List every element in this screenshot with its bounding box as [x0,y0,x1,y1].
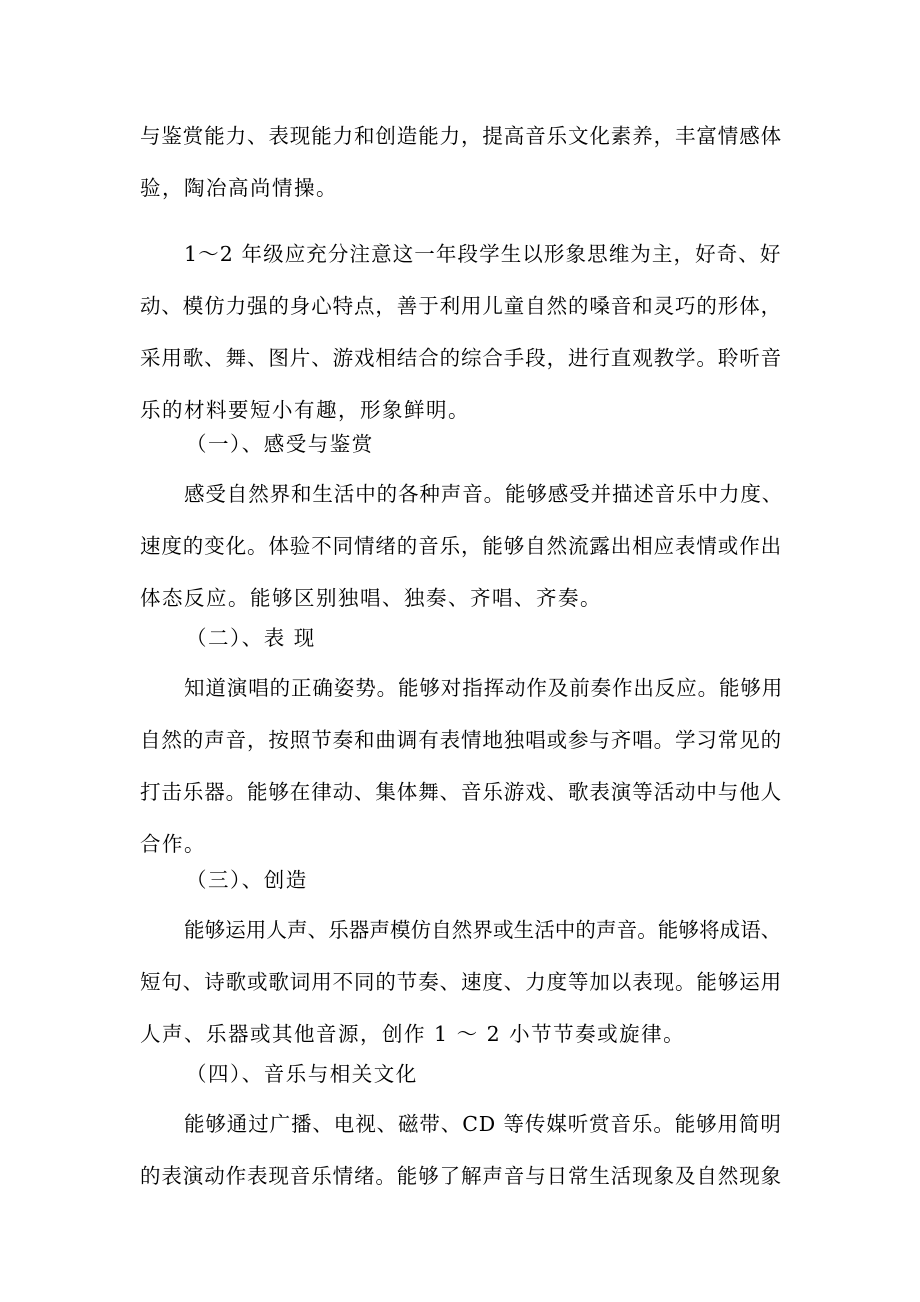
paragraph-feel-appreciate [140,468,784,624]
paragraph-line: 动、模仿力强的身心特点，善于利用儿童自然的嗓音和灵巧的形体， [140,294,782,318]
paragraph-intro [140,110,780,214]
paragraph-line: 知道演唱的正确姿势。能够对指挥动作及前奏作出反应。能够用 [184,676,784,700]
paragraph-creation [140,904,780,1060]
paragraph-line: 感受自然界和生活中的各种声音。能够感受并描述音乐中力度、 [184,482,784,506]
section-heading-3: （三）、创造 [186,868,308,892]
paragraph-line: 验，陶冶高尚情操。 [140,176,338,200]
paragraph-line: 能够通过广播、电视、磁带、CD 等传媒听赏音乐。能够用简明 [184,1112,782,1136]
paragraph-line: 与鉴赏能力、表现能力和创造能力，提高音乐文化素养，丰富情感体 [140,124,782,148]
paragraph-line: 乐的材料要短小有趣，形象鲜明。 [140,398,470,422]
section-heading-1: （一）、感受与鉴赏 [186,432,374,456]
paragraph-music-culture [140,1098,780,1202]
paragraph-line: 1～2 年级应充分注意这一年段学生以形象思维为主，好奇、好 [184,242,782,266]
paragraph-line: 短句、诗歌或歌词用不同的节奏、速度、力度等加以表现。能够运用 [140,970,782,994]
paragraph-grade-1-2 [140,228,780,436]
paragraph-performance [140,662,784,870]
paragraph-line: 合作。 [140,832,206,856]
paragraph-line: 体态反应。能够区别独唱、独奏、齐唱、齐奏。 [140,586,602,610]
paragraph-line: 速度的变化。体验不同情绪的音乐，能够自然流露出相应表情或作出 [140,534,782,558]
section-heading-2: （二）、表 现 [186,626,316,650]
paragraph-line: 采用歌、舞、图片、游戏相结合的综合手段，进行直观教学。聆听音 [140,346,782,370]
paragraph-line: 能够运用人声、乐器声模仿自然界或生活中的声音。能够将成语、 [184,918,782,942]
paragraph-line: 人声、乐器或其他音源，创作 1 ～ 2 小节节奏或旋律。 [140,1022,686,1046]
paragraph-line: 的表演动作表现音乐情绪。能够了解声音与日常生活现象及自然现象 [140,1164,782,1188]
paragraph-line: 打击乐器。能够在律动、集体舞、音乐游戏、歌表演等活动中与他人 [140,780,782,804]
paragraph-line: 自然的声音，按照节奏和曲调有表情地独唱或参与齐唱。学习常见的 [140,728,782,752]
section-heading-4: （四）、音乐与相关文化 [186,1062,418,1086]
